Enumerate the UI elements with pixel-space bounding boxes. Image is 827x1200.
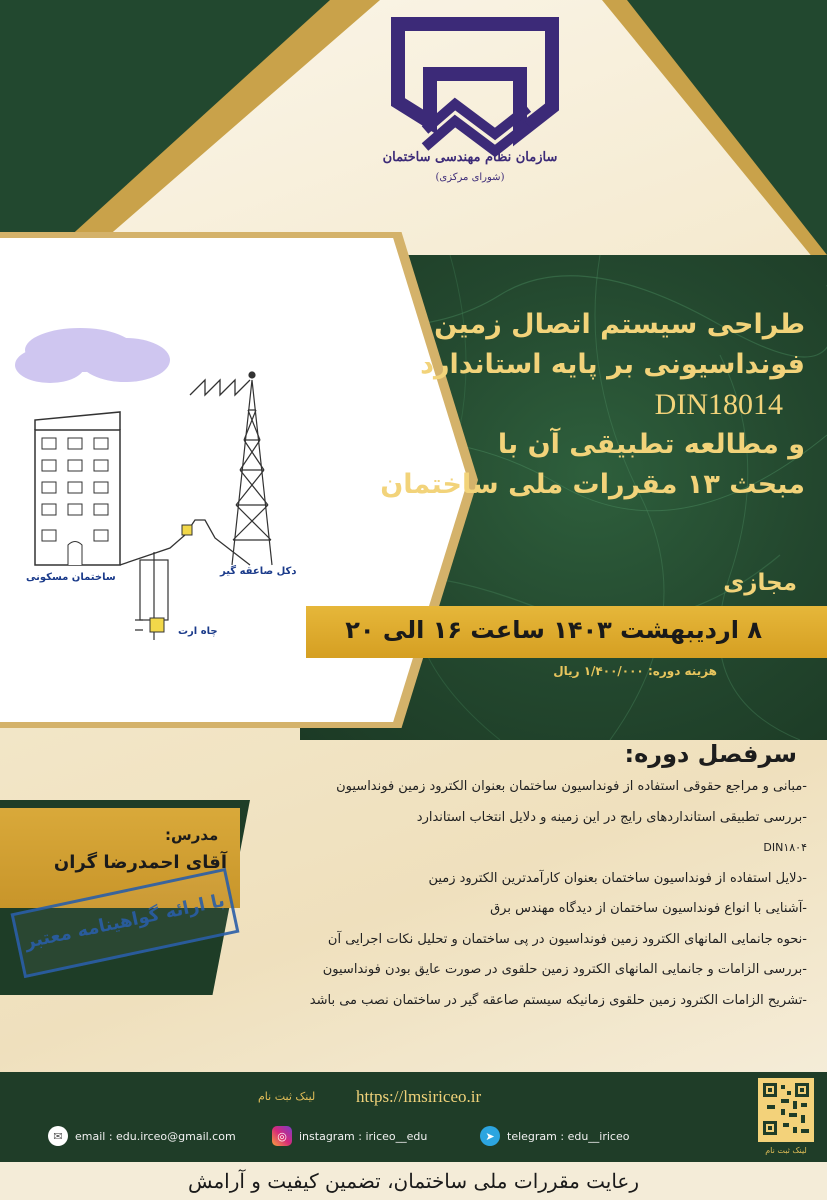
syllabus-item: -دلایل استفاده از فونداسیون ساختمان بعنوان کارآمدترین الکترود زمین (428, 870, 807, 886)
label-lightning-mast: دکل صاعقه گیر (220, 566, 297, 577)
syllabus-item: -مبانی و مراجع حقوقی استفاده از فونداسیون ساختمان بعنوان الکترود زمین فونداسیون (336, 779, 807, 794)
syllabus-item: DIN۱۸۰۴ (763, 841, 807, 854)
syllabus-item: -نحوه جانمایی المانهای الکترود زمین فونداسیون در پی ساختمان و تحلیل نکات اجرایی آن (327, 931, 807, 947)
email-text: email : edu.irceo@gmail.com (75, 1129, 236, 1143)
email-contact[interactable] (48, 1126, 236, 1146)
organization-sub: (شورای مرکزی) (435, 172, 505, 183)
course-fee: هزینه دوره: ۱/۴۰۰/۰۰۰ ریال (553, 664, 717, 678)
title-standard: DIN18014 (654, 388, 783, 421)
course-mode: مجازی (723, 570, 797, 596)
telegram-icon: ➤ (480, 1126, 500, 1146)
syllabus-item: -بررسی تطبیقی استانداردهای رایج در این زمینه و دلایل انتخاب استاندارد (416, 809, 807, 825)
label-residential-building: ساختمان مسکونی (26, 572, 116, 583)
slogan: رعایت مقررات ملی ساختمان، تضمین کیفیت و آرامش (0, 1162, 827, 1200)
teacher-name: آقای احمدرضا گران (53, 852, 227, 873)
registration-label: لینک ثبت نام (258, 1090, 316, 1103)
syllabus-item: -بررسی الزامات و جانمایی المانهای الکترود زمین حلقوی در صورت عایق بودن فونداسیون (322, 962, 807, 977)
syllabus-item: -آشنایی با انواع فونداسیون ساختمان از دیدگاه مهندس برق (490, 901, 807, 916)
label-earth-well: چاه ارت (178, 626, 218, 637)
footer-bar (0, 1072, 827, 1162)
title-line-4: مبحث ۱۳ مقررات ملی ساختمان (380, 469, 805, 500)
qr-code[interactable] (758, 1078, 814, 1142)
organization-logo (370, 12, 580, 192)
certificate-stamp: با ارائه گواهینامه معتبر (11, 868, 240, 978)
telegram-text: telegram : edu__iriceo (507, 1129, 630, 1143)
grounding-illustration (10, 320, 340, 650)
instagram-text: instagram : iriceo__edu (299, 1129, 428, 1143)
title-line-3: و مطالعه تطبیقی آن با (497, 429, 805, 460)
title-line-2: فونداسیونی بر پایه استاندارد (420, 349, 805, 380)
syllabus-title: سرفصل دوره: (624, 740, 797, 768)
qr-label: لینک ثبت نام (765, 1146, 807, 1155)
course-title (375, 305, 805, 505)
teacher-label: مدرس: (165, 826, 219, 844)
syllabus-list (227, 772, 807, 1016)
registration-link[interactable]: https://lmsiriceo.ir (356, 1087, 482, 1106)
telegram-contact[interactable] (480, 1126, 629, 1146)
instagram-icon: ◎ (272, 1126, 292, 1146)
syllabus-item: -تشریح الزامات الکترود زمین حلقوی زمانیکه سیستم صاعقه گیر در ساختمان نصب می باشد (309, 992, 807, 1008)
instagram-contact[interactable] (272, 1126, 427, 1146)
organization-name: سازمان نظام مهندسی ساختمان (382, 150, 558, 165)
email-icon: ✉ (48, 1126, 68, 1146)
title-line-1: طراحی سیستم اتصال زمین (434, 309, 805, 340)
course-date: ۸ اردیبهشت ۱۴۰۳ ساعت ۱۶ الی ۲۰ (345, 616, 762, 644)
